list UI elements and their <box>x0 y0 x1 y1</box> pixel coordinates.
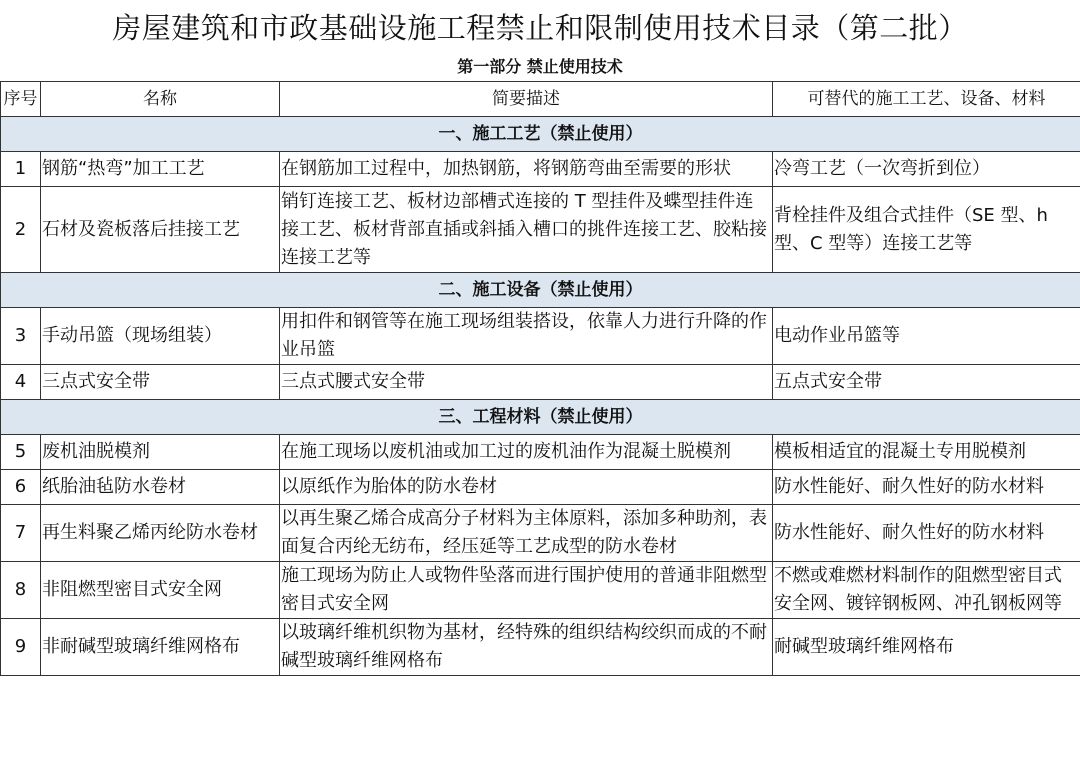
row-alternative: 防水性能好、耐久性好的防水材料 <box>773 505 1080 562</box>
section-title: 二、施工设备（禁止使用） <box>1 273 1080 308</box>
row-number: 9 <box>1 619 41 676</box>
header-description: 简要描述 <box>280 82 773 117</box>
row-name: 再生料聚乙烯丙纶防水卷材 <box>41 505 280 562</box>
row-name: 非阻燃型密目式安全网 <box>41 562 280 619</box>
section-title: 一、施工工艺（禁止使用） <box>1 117 1080 152</box>
table-header-row <box>1 82 1080 117</box>
header-number: 序号 <box>1 82 41 117</box>
row-description: 销钉连接工艺、板材边部槽式连接的 T 型挂件及蝶型挂件连接工艺、板材背部直插或斜插入槽口的挑件连接工艺、胶粘接连接工艺等 <box>280 187 773 273</box>
table-row <box>1 187 1080 273</box>
row-description: 三点式腰式安全带 <box>280 365 773 400</box>
table-row <box>1 308 1080 365</box>
row-number: 2 <box>1 187 41 273</box>
row-alternative: 模板相适宜的混凝土专用脱模剂 <box>773 435 1080 470</box>
row-name: 非耐碱型玻璃纤维网格布 <box>41 619 280 676</box>
row-alternative: 电动作业吊篮等 <box>773 308 1080 365</box>
row-name: 手动吊篮（现场组装） <box>41 308 280 365</box>
section-row <box>1 273 1080 308</box>
table-row <box>1 562 1080 619</box>
row-description: 在施工现场以废机油或加工过的废机油作为混凝土脱模剂 <box>280 435 773 470</box>
row-name: 钢筋“热弯”加工工艺 <box>41 152 280 187</box>
row-alternative: 五点式安全带 <box>773 365 1080 400</box>
section-title: 三、工程材料（禁止使用） <box>1 400 1080 435</box>
row-alternative: 防水性能好、耐久性好的防水材料 <box>773 470 1080 505</box>
row-number: 4 <box>1 365 41 400</box>
row-alternative: 背栓挂件及组合式挂件（SE 型、h 型、C 型等）连接工艺等 <box>773 187 1080 273</box>
row-number: 8 <box>1 562 41 619</box>
row-alternative: 耐碱型玻璃纤维网格布 <box>773 619 1080 676</box>
row-description: 用扣件和钢管等在施工现场组装搭设，依靠人力进行升降的作业吊篮 <box>280 308 773 365</box>
row-description: 以原纸作为胎体的防水卷材 <box>280 470 773 505</box>
row-name: 纸胎油毡防水卷材 <box>41 470 280 505</box>
row-number: 1 <box>1 152 41 187</box>
row-number: 6 <box>1 470 41 505</box>
section-row <box>1 117 1080 152</box>
technology-catalog-table <box>0 81 1080 676</box>
row-description: 以再生聚乙烯合成高分子材料为主体原料，添加多种助剂，表面复合丙纶无纺布，经压延等工艺成型的防水卷材 <box>280 505 773 562</box>
table-row <box>1 505 1080 562</box>
row-description: 施工现场为防止人或物件坠落而进行围护使用的普通非阻燃型密目式安全网 <box>280 562 773 619</box>
table-row <box>1 619 1080 676</box>
row-description: 在钢筋加工过程中，加热钢筋，将钢筋弯曲至需要的形状 <box>280 152 773 187</box>
row-number: 3 <box>1 308 41 365</box>
page-subtitle: 第一部分 禁止使用技术 <box>457 57 623 76</box>
section-row <box>1 400 1080 435</box>
row-name: 废机油脱模剂 <box>41 435 280 470</box>
row-number: 5 <box>1 435 41 470</box>
header-alternative: 可替代的施工工艺、设备、材料 <box>773 82 1080 117</box>
table-row <box>1 365 1080 400</box>
table-row <box>1 435 1080 470</box>
row-description: 以玻璃纤维机织物为基材，经特殊的组织结构绞织而成的不耐碱型玻璃纤维网格布 <box>280 619 773 676</box>
table-row <box>1 470 1080 505</box>
row-number: 7 <box>1 505 41 562</box>
header-name: 名称 <box>41 82 280 117</box>
page-title: 房屋建筑和市政基础设施工程禁止和限制使用技术目录（第二批） <box>112 11 968 45</box>
row-name: 三点式安全带 <box>41 365 280 400</box>
table-row <box>1 152 1080 187</box>
row-alternative: 冷弯工艺（一次弯折到位） <box>773 152 1080 187</box>
row-name: 石材及瓷板落后挂接工艺 <box>41 187 280 273</box>
row-alternative: 不燃或难燃材料制作的阻燃型密目式安全网、镀锌钢板网、冲孔钢板网等 <box>773 562 1080 619</box>
